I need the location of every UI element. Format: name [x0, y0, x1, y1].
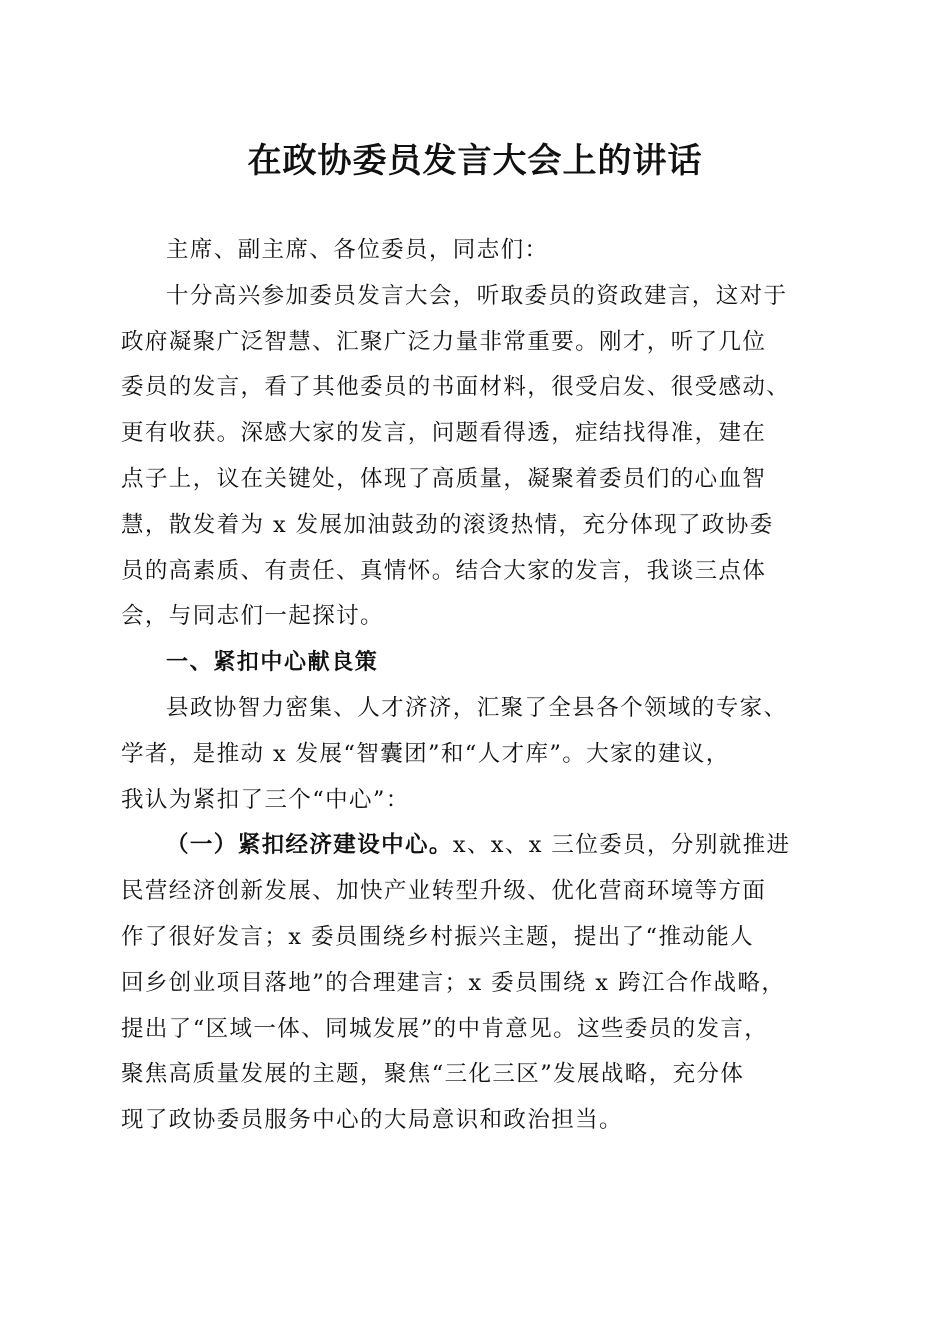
paragraph-1-line: 更有收获。深感大家的发言，问题看得透，症结找得准，建在: [121, 420, 767, 447]
paragraph-3-line: 回乡创业项目落地”的合理建言；x 委员围绕 x 跨江合作战略，: [121, 969, 786, 996]
paragraph-3-first-line: [121, 823, 833, 869]
paragraph-1-line: 委员的发言，看了其他委员的书面材料，很受启发、很受感动、: [121, 374, 791, 401]
document-title: 在政协委员发言大会上的讲话: [247, 141, 703, 181]
paragraph-1-line: 政府凝聚广泛智慧、汇聚广泛力量非常重要。刚才，听了几位: [121, 328, 767, 355]
paragraph-3-line: 聚焦高质量发展的主题，聚焦“三化三区”发展战略，充分体: [121, 1061, 745, 1088]
paragraph-3-line: 现了政协委员服务中心的大局意识和政治担当。: [121, 1107, 623, 1134]
paragraph-1-line: 点子上，议在关键处，体现了高质量，凝聚着委员们的心血智: [121, 465, 767, 492]
salutation: 主席、副主席、各位委员，同志们：: [166, 237, 549, 263]
document-body: [121, 228, 833, 1144]
paragraph-1-line: 十分高兴参加委员发言大会，听取委员的资政建言，这对于: [166, 282, 788, 309]
paragraph-1-line: 员的高素质、有责任、真情怀。结合大家的发言，我谈三点体: [121, 557, 767, 584]
paragraph-1-line: 会，与同志们一起探讨。: [121, 603, 384, 630]
paragraph-3-line: 提出了“区域一体、同城发展”的中肯意见。这些委员的发言，: [121, 1015, 769, 1042]
paragraph-3-line: 作了很好发言；x 委员围绕乡村振兴主题，提出了“推动能人: [121, 923, 755, 950]
paragraph-2-line: 我认为紧扣了三个“中心”：: [121, 786, 410, 813]
section-1-heading: 一、紧扣中心献良策: [166, 650, 379, 676]
subsection-1-heading: （一）紧扣经济建设中心。: [166, 832, 453, 859]
paragraph-3-line: 民营经济创新发展、加快产业转型升级、优化营商环境等方面: [121, 878, 767, 905]
paragraph-3-line: x、x、x 三位委员，分别就推进: [452, 832, 791, 859]
paragraph-2-line: 学者，是推动 x 发展“智囊团”和“人才库”。大家的建议，: [121, 740, 730, 767]
paragraph-1-line: 慧，散发着为 x 发展加油鼓劲的滚烫热情，充分体现了政协委: [121, 511, 774, 538]
paragraph-2-line: 县政协智力密集、人才济济，汇聚了全县各个领域的专家、: [166, 694, 788, 721]
